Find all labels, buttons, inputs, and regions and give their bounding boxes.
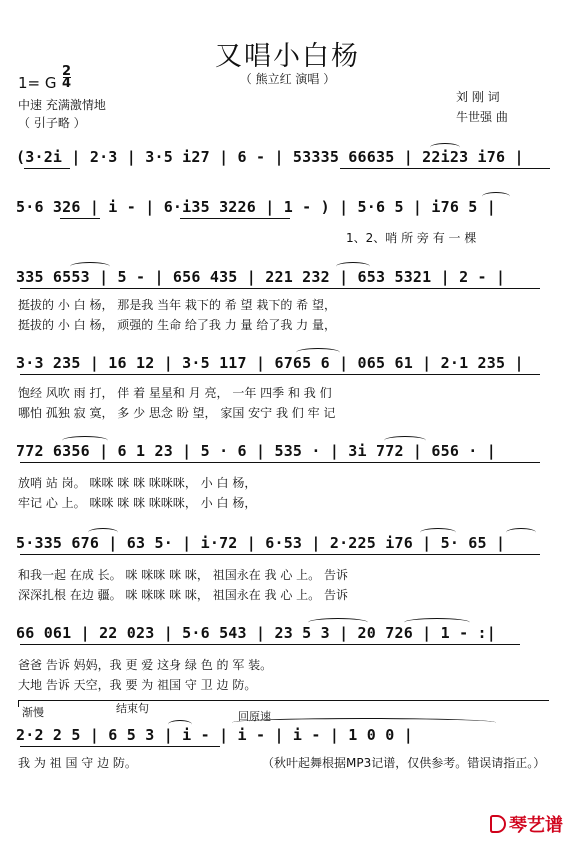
tempo-marking: 中速 充满激情地: [18, 98, 106, 112]
score-line-2-lyric-1: 1、2、哨 所 旁 有 一 棵: [346, 231, 477, 245]
key-signature: 1= G: [18, 74, 57, 92]
mark-rit: 渐慢: [22, 706, 44, 719]
score-line-6-lyric-2: 深深扎根 在边 疆。 咪 咪咪 咪 咪， 祖国永在 我 心 上。 告诉: [18, 588, 348, 602]
time-signature: [62, 66, 71, 89]
score-line-7-lyric-1: 爸爸 告诉 妈妈，我 更 爱 这身 绿 色 的 军 装。: [18, 658, 273, 672]
score-line-5-lyric-2: 牢记 心 上。 咪咪 咪 咪 咪咪咪， 小 白 杨，: [18, 496, 257, 510]
score-line-4-lyric-2: 哪怕 孤独 寂 寞， 多 少 思念 盼 望， 家国 安宁 我 们 牢 记: [18, 406, 336, 420]
score-line-4-lyric-1: 饱经 风吹 雨 打， 伴 着 星星和 月 亮， 一年 四季 和 我 们: [18, 386, 332, 400]
intro-note: （ 引子略 ）: [18, 116, 86, 130]
performer-subtitle: （ 熊立红 演唱 ）: [239, 72, 336, 86]
brand-logo-text: 琴艺谱: [509, 815, 563, 836]
score-line-7-notes: 66 061 | 22 023 | 5·6 543 | 23 5 3 | 20 726 | 1 - :|: [16, 624, 496, 642]
score-line-3-notes: 335 6553 | 5 - | 656 435 | 221 232 | 653 5321 | 2 - |: [16, 268, 506, 286]
score-line-4-notes: 3·3 235 | 16 12 | 3·5 117 | 6765 6 | 065 61 | 2·1 235 |: [16, 354, 524, 372]
lyricist-credit: 刘 刚 词: [456, 90, 500, 104]
meter-top: 2: [62, 64, 72, 79]
score-line-6-notes: 5·335 676 | 63 5· | i·72 | 6·53 | 2·225 i76 | 5· 65 |: [16, 534, 506, 552]
score-line-3-lyric-2: 挺拔的 小 白 杨， 顽强的 生命 给了我 力 量 给了我 力 量，: [18, 318, 336, 332]
score-line-5-notes: 772 6356 | 6 1 23 | 5 · 6 | 535 · | 3i 772 | 656 · |: [16, 442, 496, 460]
score-line-5-lyric-1: 放哨 站 岗。 咪咪 咪 咪 咪咪咪， 小 白 杨，: [18, 476, 257, 490]
page-title: 又唱小白杨: [215, 41, 360, 72]
score-line-1-notes: (3·2i | 2·3 | 3·5 i27 | 6 - | 53335 66635 | 22i23 i76 |: [16, 148, 524, 166]
score-line-7-lyric-2: 大地 告诉 天空，我 要 为 祖国 守 卫 边 防。: [18, 678, 257, 692]
score-line-2-notes: 5·6 326 | i - | 6·i35 3226 | 1 - ) | 5·6 5 | i76 5 |: [16, 198, 496, 216]
mark-a-tempo: 回原速: [238, 710, 271, 723]
score-line-8-notes: 2·2 2 5 | 6 5 3 | i - | i - | i - | 1 0 0 |: [16, 726, 413, 744]
composer-credit: 牛世强 曲: [456, 110, 508, 124]
score-line-8-lyric-1: 我 为 祖 国 守 边 防。: [18, 756, 137, 770]
transcription-note: （秋叶起舞根据MP3记谱，仅供参考。错误请指正。）: [262, 756, 546, 770]
brand-logo: [490, 811, 563, 837]
meter-bottom: 4: [62, 76, 72, 91]
logo-icon: [490, 815, 506, 833]
mark-ending: 结束句: [116, 702, 149, 715]
score-line-6-lyric-1: 和我一起 在成 长。 咪 咪咪 咪 咪， 祖国永在 我 心 上。 告诉: [18, 568, 348, 582]
score-line-3-lyric-1: 挺拔的 小 白 杨， 那是我 当年 栽下的 希 望 栽下的 希 望，: [18, 298, 336, 312]
